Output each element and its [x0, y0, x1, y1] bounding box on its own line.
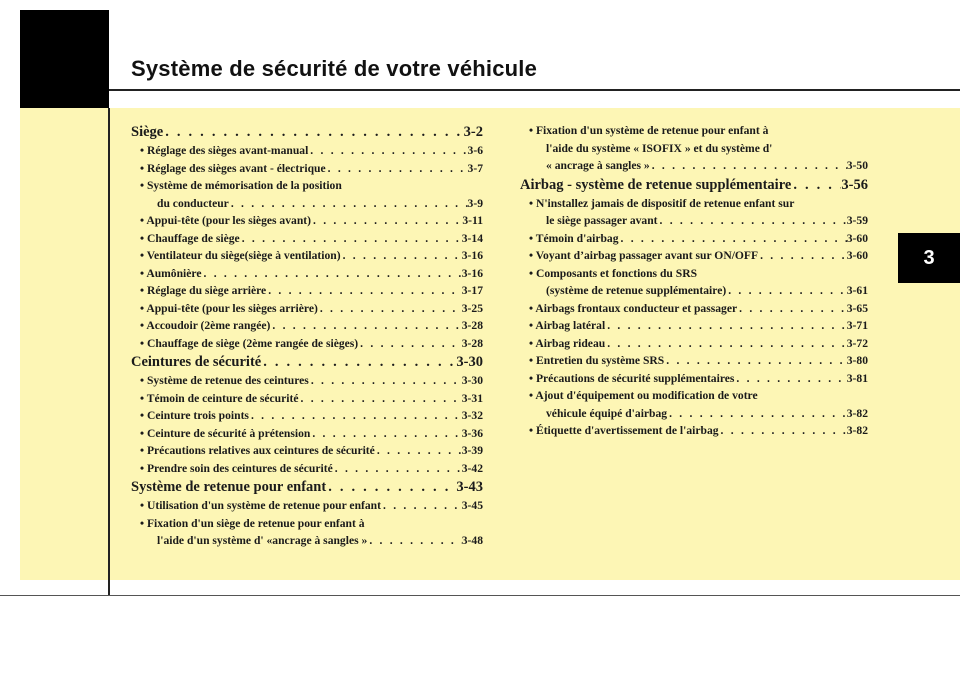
dot-leader: [309, 372, 462, 390]
toc-page-number: 3-11: [462, 214, 483, 227]
toc-entry[interactable]: [520, 212, 868, 230]
toc-entry[interactable]: [131, 265, 483, 283]
dot-leader: [163, 122, 463, 142]
toc-entry-text: • N'installez jamais de dispositif de retenue enfant sur: [529, 196, 795, 210]
dot-leader: [650, 157, 847, 175]
toc-entry[interactable]: [520, 405, 868, 423]
toc-page-number: 3-6: [467, 144, 483, 157]
toc-entry-label: Ceintures de sécurité: [131, 354, 262, 370]
toc-entry-label: • Voyant d’airbag passager avant sur ON/OFF: [529, 249, 759, 262]
toc-page-number: 3-81: [846, 371, 868, 385]
toc-entry-label: • Témoin de ceinture de sécurité: [140, 391, 299, 405]
dot-leader: [605, 335, 847, 353]
toc-entry-label: le siège passager avant: [546, 214, 658, 227]
toc-entry-label: • Ceinture de sécurité à prétension: [140, 426, 311, 440]
toc-entry[interactable]: [131, 142, 483, 160]
toc-entry[interactable]: [131, 335, 483, 353]
toc-entry[interactable]: [131, 497, 483, 515]
toc-entry[interactable]: [520, 317, 868, 335]
dot-leader: [333, 460, 462, 478]
footer-rule: [0, 595, 960, 596]
dot-leader: [719, 422, 847, 440]
dot-leader: [249, 407, 462, 425]
toc-entry-label: Siège: [131, 124, 164, 140]
dot-leader: [311, 212, 462, 230]
dot-leader: [299, 390, 462, 408]
toc-entry[interactable]: [131, 532, 483, 550]
toc-entry[interactable]: [131, 300, 483, 318]
dot-leader: [358, 335, 462, 353]
toc-page-number: 3-65: [846, 301, 868, 315]
dot-leader: [619, 230, 847, 248]
dot-leader: [229, 195, 468, 213]
toc-page-number: 3-60: [846, 249, 868, 262]
dot-leader: [664, 352, 846, 370]
toc-entry-label: • Appui-tête (pour les sièges avant): [140, 214, 311, 227]
toc-entry[interactable]: [131, 442, 483, 460]
toc-entry[interactable]: [131, 282, 483, 300]
chapter-corner-block: [20, 10, 109, 108]
toc-page-number: 3-42: [461, 461, 483, 475]
toc-entry[interactable]: [520, 230, 868, 248]
dot-leader: [726, 282, 847, 300]
dot-leader: [737, 300, 847, 318]
toc-entry-label: • Entretien du système SRS: [529, 354, 665, 367]
toc-entry-label: • Précautions relatives aux ceintures de sécurité: [140, 444, 375, 457]
toc-entry[interactable]: [520, 247, 868, 265]
toc-page-number: 3-61: [846, 284, 868, 297]
toc-entry[interactable]: [131, 160, 483, 178]
toc-entry-label: • Précautions de sécurité supplémentaires: [529, 371, 735, 385]
toc-entry[interactable]: [520, 335, 868, 353]
toc-entry-text: • Fixation d'un siège de retenue pour enfant à: [140, 516, 365, 530]
toc-page-number: 3-25: [461, 301, 483, 315]
toc-page-number: 3-43: [456, 479, 483, 495]
toc-entry[interactable]: [131, 407, 483, 425]
toc-entry[interactable]: [131, 460, 483, 478]
dot-leader: [381, 497, 462, 515]
toc-entry-text: • Système de mémorisation de la position: [140, 179, 342, 192]
toc-section-entry[interactable]: [131, 122, 483, 142]
toc-page-number: 3-82: [846, 406, 868, 420]
toc-entry-label: (système de retenue supplémentaire): [546, 284, 727, 297]
dot-leader: [367, 532, 461, 550]
dot-leader: [667, 405, 847, 423]
toc-page-number: 3-9: [467, 196, 483, 210]
margin-rule: [108, 108, 110, 596]
toc-entry[interactable]: [520, 370, 868, 388]
toc-entry-label: • Airbag latéral: [529, 319, 606, 332]
dot-leader: [310, 425, 461, 443]
toc-page-number: 3-36: [461, 426, 483, 440]
dot-leader: [318, 300, 462, 318]
toc-entry[interactable]: [131, 390, 483, 408]
toc-entry[interactable]: [520, 157, 868, 175]
toc-entry[interactable]: [131, 425, 483, 443]
toc-page-number: 3-30: [456, 354, 483, 370]
page-title: Système de sécurité de votre véhicule: [131, 56, 538, 81]
toc-page-number: 3-2: [463, 124, 483, 140]
toc-entry-text: • Ajout d'équipement ou modification de votre: [529, 389, 758, 402]
toc-page-number: 3-45: [461, 499, 483, 512]
toc-entry-label: véhicule équipé d'airbag: [546, 406, 668, 420]
toc-entry-label: • Étiquette d'avertissement de l'airbag: [529, 424, 719, 437]
toc-page-number: 3-32: [461, 409, 483, 422]
dot-leader: [266, 282, 462, 300]
toc-entry[interactable]: [520, 300, 868, 318]
toc-entry-label: • Appui-tête (pour les sièges arrière): [140, 301, 318, 315]
toc-entry[interactable]: [131, 230, 483, 248]
toc-entry-label: • Chauffage de siège: [140, 231, 240, 245]
toc-left-column: [131, 122, 483, 550]
toc-entry-label: Système de retenue pour enfant: [131, 479, 327, 495]
toc-entry[interactable]: [131, 317, 483, 335]
dot-leader: [375, 442, 462, 460]
toc-entry-text: • Fixation d'un système de retenue pour enfant à: [529, 124, 769, 137]
toc-entry[interactable]: [131, 372, 483, 390]
toc-page-number: 3-50: [846, 159, 868, 172]
dot-leader: [734, 370, 846, 388]
toc-page-number: 3-7: [467, 161, 483, 175]
toc-entry-label: • Accoudoir (2ème rangée): [140, 319, 271, 332]
toc-entry[interactable]: [520, 352, 868, 370]
toc-entry[interactable]: [520, 422, 868, 440]
dot-leader: [240, 230, 462, 248]
toc-entry-label: • Système de retenue des ceintures: [140, 374, 309, 387]
toc-page-number: 3-71: [846, 319, 868, 332]
dot-leader: [605, 317, 847, 335]
toc-page-number: 3-16: [461, 249, 483, 262]
toc-page-number: 3-82: [846, 424, 868, 437]
dot-leader: [261, 352, 456, 372]
toc-page-number: 3-16: [461, 266, 483, 280]
dot-leader: [326, 477, 456, 497]
toc-page-number: 3-28: [461, 336, 483, 350]
toc-entry-label: • Prendre soin des ceintures de sécurité: [140, 461, 333, 475]
toc-entry-label: • Airbag rideau: [529, 336, 606, 350]
dot-leader: [202, 265, 462, 283]
toc-section-entry[interactable]: [131, 477, 483, 497]
toc-page-number: 3-59: [846, 214, 868, 227]
toc-entry-label: • Ventilateur du siège(siège à ventilation): [140, 249, 341, 262]
toc-page-number: 3-80: [846, 354, 868, 367]
toc-page-number: 3-17: [461, 284, 483, 297]
toc-entry[interactable]: [131, 247, 483, 265]
chapter-tab[interactable]: 3: [898, 233, 960, 283]
toc-page-number: 3-48: [461, 534, 483, 547]
toc-entry-label: • Airbags frontaux conducteur et passager: [529, 301, 738, 315]
toc-entry-label: Airbag - système de retenue supplémentaire: [520, 176, 792, 193]
toc-entry-label: • Témoin d'airbag: [529, 231, 619, 245]
dot-leader: [758, 247, 847, 265]
toc-entry[interactable]: [131, 195, 483, 213]
dot-leader: [341, 247, 462, 265]
toc-page-number: 3-56: [841, 176, 868, 193]
toc-page-number: 3-60: [846, 231, 868, 245]
toc-entry-label: l'aide d'un système d' «ancrage à sangles »: [157, 534, 368, 547]
toc-section-entry[interactable]: [131, 352, 483, 372]
dot-leader: [658, 212, 847, 230]
toc-right-column: [520, 122, 868, 440]
toc-entry-label: • Aumônière: [140, 266, 202, 280]
toc-page-number: 3-72: [846, 336, 868, 350]
dot-leader: [270, 317, 461, 335]
toc-entry[interactable]: [131, 212, 483, 230]
dot-leader: [791, 175, 841, 195]
toc-page-number: 3-31: [461, 391, 483, 405]
toc-page-number: 3-30: [461, 374, 483, 387]
toc-section-entry[interactable]: [520, 175, 868, 195]
header-rule: [109, 89, 960, 91]
toc-entry-label: • Chauffage de siège (2ème rangée de sièges): [140, 336, 359, 350]
toc-entry-text: • Composants et fonctions du SRS: [529, 266, 698, 280]
toc-entry[interactable]: [520, 282, 868, 300]
toc-page-number: 3-28: [461, 319, 483, 332]
toc-entry-text: l'aide du système « ISOFIX » et du système d': [546, 141, 773, 155]
toc-entry-label: • Réglage du siège arrière: [140, 284, 267, 297]
toc-entry-label: « ancrage à sangles »: [546, 159, 650, 172]
toc-entry-label: du conducteur: [157, 196, 229, 210]
toc-page-number: 3-14: [461, 231, 483, 245]
dot-leader: [308, 142, 467, 160]
toc-page-number: 3-39: [461, 444, 483, 457]
toc-entry-label: • Réglage des sièges avant - électrique: [140, 161, 326, 175]
toc-entry-label: • Utilisation d'un système de retenue pour enfant: [140, 499, 381, 512]
toc-entry-label: • Ceinture trois points: [140, 409, 249, 422]
dot-leader: [326, 160, 468, 178]
toc-entry-label: • Réglage des sièges avant-manual: [140, 144, 309, 157]
